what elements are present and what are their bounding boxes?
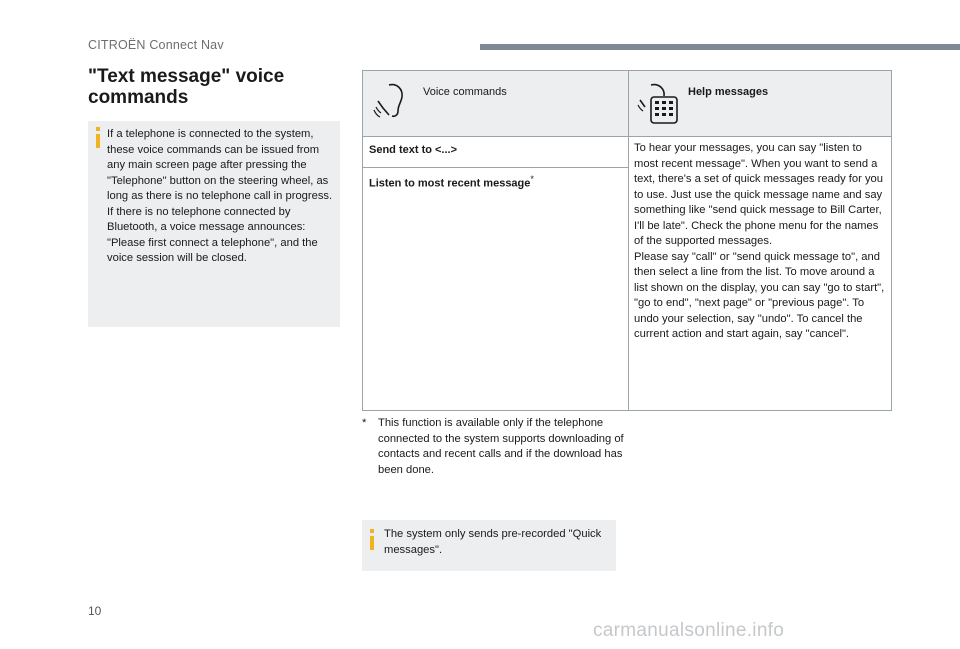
row-divider: [363, 167, 628, 168]
table-header-row: [363, 71, 891, 137]
column-divider: [628, 71, 629, 410]
voice-command-table: [362, 70, 892, 411]
info-note-left: [88, 121, 340, 327]
page-number: 10: [88, 604, 102, 618]
command-send-text-label: Send text to <...>: [369, 144, 458, 156]
asterisk-mark: *: [530, 174, 534, 184]
header-bar: [480, 44, 960, 50]
command-send-text: [369, 144, 457, 156]
info-icon-bar: [370, 536, 374, 550]
info-icon: [96, 127, 100, 131]
help-message-text: To hear your messages, you can say "listen to most recent message". When you want to send a text, there's a set of quick messages ready for you to use. Just use the quick message name and say something like "send quick message to Bill Carter, I'll be late". Check the phone menu for the names of the supported messages. Please say "call" or "send quick message to", and then select a line from the list. To move around a list shown on the display, you can say "go to start", "go to end", "next page" or "previous page". To undo your selection, say "undo". To cancel the current action and start again, say "cancel".: [634, 142, 885, 340]
header-brand: CITROËN Connect Nav: [88, 38, 224, 52]
page-title: "Text message" voice commands: [88, 66, 285, 108]
footnote-mark: *: [362, 417, 367, 429]
col-header-voice-commands: Voice commands: [423, 86, 507, 98]
watermark: carmanualsonline.info: [593, 620, 785, 641]
info-icon: [370, 529, 374, 533]
note-left-text: If a telephone is connected to the system, these voice commands can be issued from any main screen page after pressing the "Telephone" button on the steering wheel, as long as there is no telephone call in progress. If there is no telephone connected by Bluetooth, a voice message announces: "Please first connect a telephone", and the voice session will be closed.: [107, 128, 333, 264]
help-keypad-icon: [637, 81, 683, 125]
info-icon-bar: [96, 134, 100, 148]
command-listen-recent: [369, 174, 534, 190]
command-listen-recent-label: Listen to most recent message: [369, 177, 531, 190]
col-header-help-messages: Help messages: [688, 86, 769, 98]
info-note-right: [362, 520, 616, 571]
voice-command-icon: [373, 81, 409, 121]
footnote-text: This function is available only if the telephone connected to the system supports downloading of contacts and recent calls and if the download has been done.: [378, 417, 624, 476]
note-right-text: The system only sends pre-recorded "Quick messages".: [384, 528, 602, 556]
